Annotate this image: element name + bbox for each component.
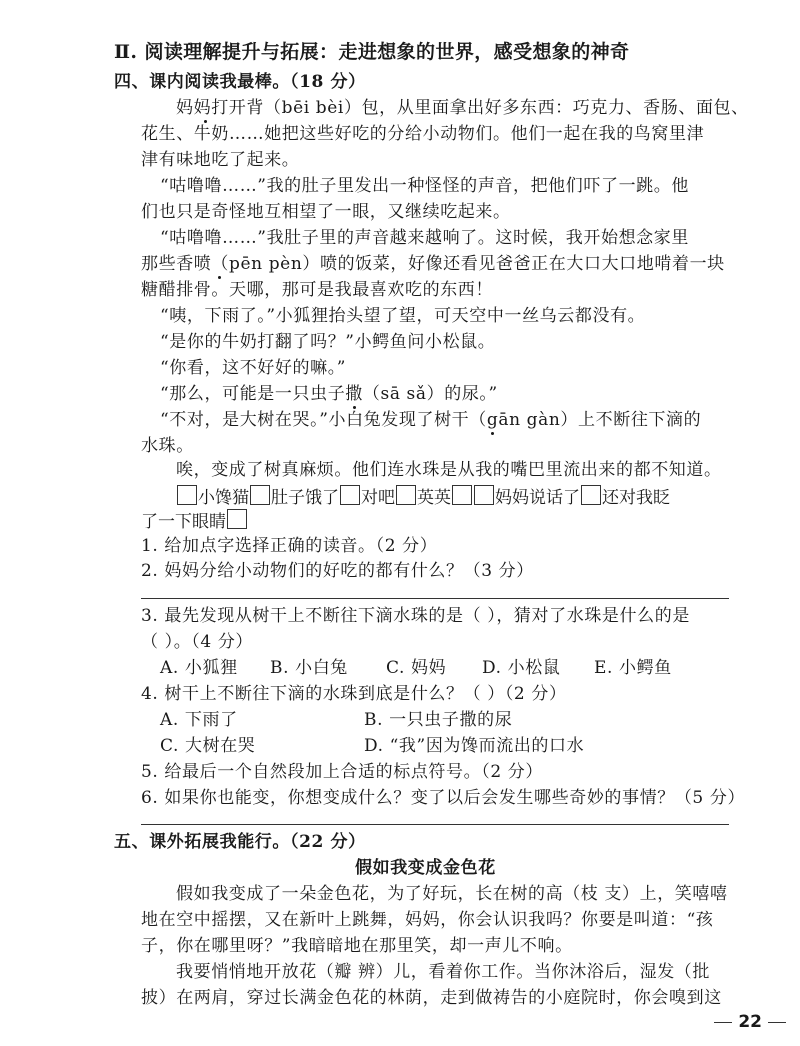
punctuation-box[interactable]: [227, 509, 247, 529]
question-3-cont: （ ）。（4 分）: [141, 632, 254, 652]
passage-line: “咦，下雨了。”小狐狸抬头望了望，可天空中一丝乌云都没有。: [160, 306, 646, 326]
passage-line: “是你的牛奶打翻了吗？”小鳄鱼问小松鼠。: [160, 332, 496, 352]
q3-option-d[interactable]: D. 小松鼠: [482, 658, 561, 678]
box-line-segment: 肚子饿了: [271, 487, 339, 508]
box-line-segment: 小馋猫: [198, 487, 249, 508]
question-3: 3. 最先发现从树干上不断往下滴水珠的是（ ），猜对了水珠是什么的是: [141, 606, 690, 626]
emphasis-dot: [218, 276, 221, 279]
box-line-segment: 对吧: [361, 487, 395, 508]
emphasis-dot: [204, 120, 207, 123]
answer-line[interactable]: [141, 824, 729, 825]
question-5: 5. 给最后一个自然段加上合适的标点符号。（2 分）: [141, 762, 543, 782]
article-title: 假如我变成金色花: [355, 858, 496, 878]
passage-line: 唉，变成了树真麻烦。他们连水珠是从我的嘴巴里流出来的都不知道。: [176, 460, 722, 480]
passage-line: 糖醋排骨。天哪，那可是我最喜欢吃的东西！: [141, 280, 493, 300]
passage-line: “那么，可能是一只虫子撒（sā sǎ）的尿。”: [160, 384, 498, 404]
passage-line: 津有味地吃了起来。: [141, 150, 300, 170]
question-4: 4. 树干上不断往下滴的水珠到底是什么？（ ）（2 分）: [141, 684, 567, 704]
page-number-dash: [714, 1022, 732, 1023]
passage-line: “你看，这不好好的嘛。”: [160, 358, 347, 378]
q4-option-a[interactable]: A. 下雨了: [160, 710, 238, 730]
punctuation-box[interactable]: [396, 485, 416, 505]
passage-line: 们也只是奇怪地互相望了一眼，又继续吃起来。: [141, 202, 511, 222]
part4-heading: 四、课内阅读我最棒。（18 分）: [114, 72, 366, 92]
article-line: 假如我变成了一朵金色花，为了好玩，长在树的高（枝 支）上，笑嘻嘻: [176, 884, 728, 904]
q4-option-c[interactable]: C. 大树在哭: [160, 736, 256, 756]
q3-option-a[interactable]: A. 小狐狸: [160, 658, 238, 678]
punctuation-box[interactable]: [474, 485, 494, 505]
passage-line: “不对，是大树在哭。”小白兔发现了树干（gān gàn）上不断往下滴的: [160, 410, 702, 430]
page-number-value: 22: [738, 1012, 762, 1032]
passage-line: “咕噜噜……”我的肚子里发出一种怪怪的声音，把他们吓了一跳。他: [160, 176, 689, 196]
q3-option-c[interactable]: C. 妈妈: [386, 658, 447, 678]
punctuation-box[interactable]: [250, 485, 270, 505]
punctuation-box[interactable]: [581, 485, 601, 505]
emphasis-dot: [491, 432, 494, 435]
box-line-segment: 了一下眼睛: [141, 511, 226, 532]
article-line: 披）在两肩，穿过长满金色花的林荫，走到做祷告的小庭院时，你会嗅到这: [141, 988, 722, 1008]
q4-option-b[interactable]: B. 一只虫子撒的尿: [364, 710, 513, 730]
punctuation-box[interactable]: [177, 485, 197, 505]
page-number: [708, 1012, 792, 1032]
question-1: 1. 给加点字选择正确的读音。（2 分）: [141, 536, 438, 556]
page-number-dash: [768, 1022, 786, 1023]
passage-line: 花生、牛奶……她把这些好吃的分给小动物们。他们一起在我的鸟窝里津: [141, 124, 705, 144]
passage-line: 那些香喷（pēn pèn）喷的饭菜，好像还看见爸爸正在大口大口地啃着一块: [141, 254, 725, 274]
box-line-segment: 妈妈说话了: [495, 487, 580, 508]
article-line: 子，你在哪里呀？”我暗暗地在那里笑，却一声儿不响。: [141, 936, 573, 956]
passage-line: 水珠。: [141, 436, 194, 456]
emphasis-dot: [353, 406, 356, 409]
question-2: 2. 妈妈分给小动物们的好吃的都有什么？（3 分）: [141, 561, 534, 581]
box-line-segment: 还对我眨: [602, 487, 670, 508]
punctuation-box[interactable]: [452, 485, 472, 505]
punctuation-box-line-end: [141, 506, 248, 532]
answer-line[interactable]: [141, 598, 729, 599]
q3-option-e[interactable]: E. 小鳄鱼: [594, 658, 672, 678]
passage-line: “咕噜噜……”我肚子里的声音越来越响了。这时候，我开始想念家里: [160, 228, 689, 248]
q4-option-d[interactable]: D. “我”因为馋而流出的口水: [364, 736, 585, 756]
passage-line: 妈妈打开背（bēi bèi）包，从里面拿出好多东西：巧克力、香肠、面包、: [176, 98, 749, 118]
article-line: 地在空中摇摆，又在新叶上跳舞，妈妈，你会认识我吗？你要是叫道：“孩: [141, 910, 714, 930]
box-line-segment: 英英: [417, 487, 451, 508]
part5-heading: 五、课外拓展我能行。（22 分）: [114, 832, 366, 852]
article-line: 我要悄悄地开放花（瓣 辨）儿，看着你工作。当你沐浴后，湿发（批: [176, 962, 711, 982]
punctuation-box-line: [176, 482, 670, 508]
section-title: Ⅱ. 阅读理解提升与拓展：走进想象的世界，感受想象的神奇: [114, 41, 630, 63]
punctuation-box[interactable]: [340, 485, 360, 505]
q3-option-b[interactable]: B. 小白兔: [270, 658, 348, 678]
question-6: 6. 如果你也能变，你想变成什么？变了以后会发生哪些奇妙的事情？（5 分）: [141, 788, 746, 808]
